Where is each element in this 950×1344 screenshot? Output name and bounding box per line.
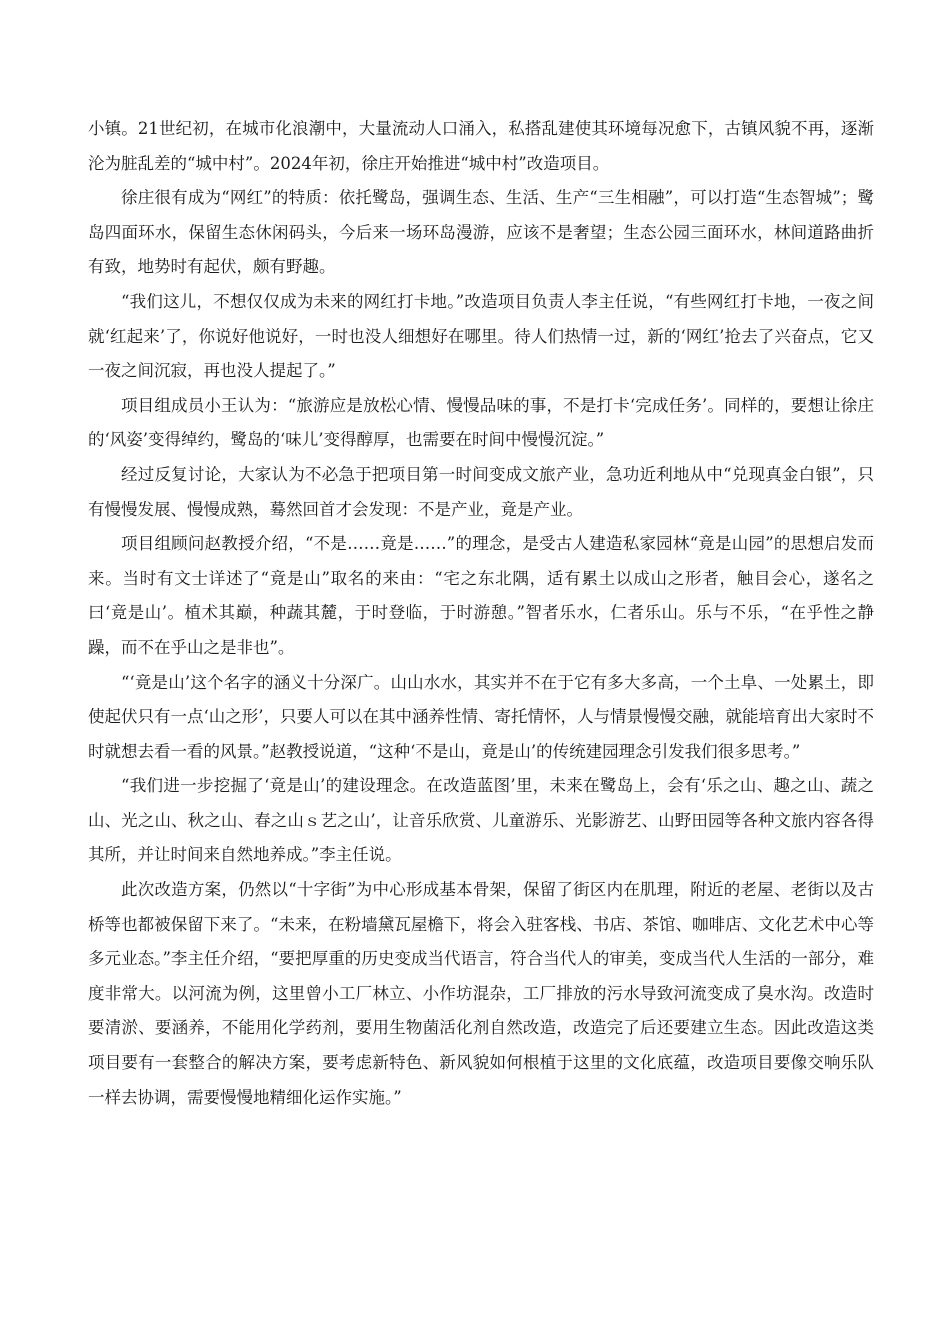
paragraph: 项目组顾问赵教授介绍，“不是……竟是……”的理念，是受古人建造私家园林“竟是山园”的思想启发而来。当时有文士详述了“竟是山”取名的来由：“宅之东北隅，适有累土以成山之形者，触目会心，遂名之曰‘竟是山’。植术其巅，种蔬其麓，于时登临，于时游憩。”智者乐水，仁者乐山。乐与不乐，“在乎性之静躁，而不在乎山之是非也”。 — [88, 534, 874, 657]
paragraph: 徐庄很有成为“网红”的特质：依托鹭岛，强调生态、生活、生产“三生相融”，可以打造“生态智城”；鹭岛四面环水，保留生态休闲码头，今后来一场环岛漫游，应该不是奢望；生态公园三面环水，林间道路曲折有致，地势时有起伏，颇有野趣。 — [88, 188, 874, 277]
paragraph: 此次改造方案，仍然以“十字街”为中心形成基本骨架，保留了街区内在肌理，附近的老屋、老街以及古桥等也都被保留下来了。“未来，在粉墙黛瓦屋檐下，将会入驻客栈、书店、茶馆、咖啡店、文化艺术中心等多元业态。”李主任介绍，“要把厚重的历史变成当代语言，符合当代人的审美，变成当代人生活的一部分，难度非常大。以河流为例，这里曾小工厂林立、小作坊混杂，工厂排放的污水导致河流变成了臭水沟。改造时要清淤、要涵养，不能用化学药剂，要用生物菌活化剂自然改造，改造完了后还要建立生态。因此改造这类项目要有一套整合的解决方案，要考虑新特色、新风貌如何根植于这里的文化底蕴，改造项目要像交响乐队一样去协调，需要慢慢地精细化运作实施。” — [88, 880, 874, 1107]
article-body — [88, 112, 874, 1115]
paragraph: 项目组成员小王认为：“旅游应是放松心情、慢慢品味的事，不是打卡‘完成任务’。同样的，要想让徐庄的‘风姿’变得绰约，鹭岛的‘味儿’变得醇厚，也需要在时间中慢慢沉淀。” — [88, 395, 874, 450]
paragraph: “我们这儿，不想仅仅成为未来的网红打卡地。”改造项目负责人李主任说，“有些网红打卡地，一夜之间就‘红起来’了，你说好他说好，一时也没人细想好在哪里。待人们热情一过，新的‘网红’抢去了兴奋点，它又一夜之间沉寂，再也没人提起了。” — [88, 291, 874, 381]
paragraph: 经过反复讨论，大家认为不必急于把项目第一时间变成文旅产业，急功近利地从中“兑现真金白银”，只有慢慢发展、慢慢成熟，蓦然回首才会发现：不是产业，竟是产业。 — [88, 464, 874, 519]
paragraph-continued: 小镇。21世纪初，在城市化浪潮中，大量流动人口涌入，私搭乱建使其环境每况愈下，古镇风貌不再，逐渐沦为脏乱差的“城中村”。2024年初，徐庄开始推进“城中村”改造项目。 — [88, 119, 874, 173]
paragraph: “‘竟是山’这个名字的涵义十分深广。山山水水，其实并不在于它有多大多高，一个土阜、一处累土，即使起伏只有一点‘山之形’，只要人可以在其中涵养性情、寄托情怀，人与情景慢慢交融，就能培育出大家时不时就想去看一看的风景。”赵教授说道，“这种‘不是山，竟是山’的传统建园理念引发我们很多思考。” — [88, 672, 874, 761]
paragraph: “我们进一步挖掘了‘竟是山’的建设理念。在改造蓝图’里，未来在鹭岛上，会有‘乐之山、趣之山、蔬之山、光之山、秋之山、春之山ｓ艺之山’，让音乐欣赏、儿童游乐、光影游艺、山野田园等各种文旅内容各得其所，并让时间来自然地养成。”李主任说。 — [88, 776, 874, 865]
